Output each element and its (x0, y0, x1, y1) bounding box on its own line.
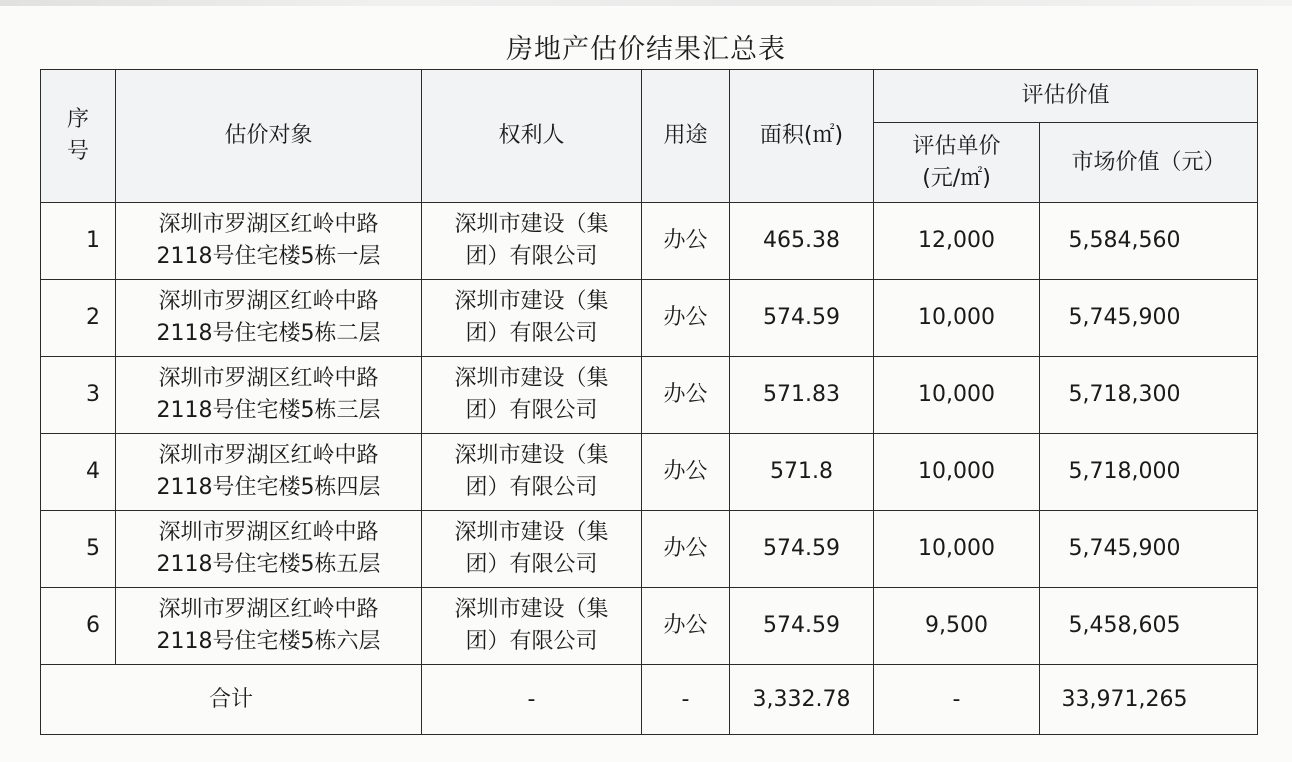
total-row (41, 665, 1258, 735)
cell-usage: 办公 (642, 588, 730, 665)
cell-object: 深圳市罗湖区红岭中路 2118号住宅楼5栋五层 (116, 511, 422, 588)
table-row (41, 203, 1258, 280)
cell-seq: 5 (41, 511, 116, 588)
cell-object: 深圳市罗湖区红岭中路 2118号住宅楼5栋一层 (116, 203, 422, 280)
table-row (41, 511, 1258, 588)
cell-object: 深圳市罗湖区红岭中路 2118号住宅楼5栋六层 (116, 588, 422, 665)
cell-seq: 6 (41, 588, 116, 665)
cell-usage: 办公 (642, 280, 730, 357)
cell-area: 571.8 (730, 434, 874, 511)
cell-owner: 深圳市建设（集 团）有限公司 (422, 511, 642, 588)
total-owner: - (422, 665, 642, 735)
cell-owner: 深圳市建设（集 团）有限公司 (422, 280, 642, 357)
cell-unit-price: 10,000 (874, 434, 1040, 511)
table-row (41, 588, 1258, 665)
valuation-summary-table (40, 69, 1258, 735)
cell-seq: 3 (41, 357, 116, 434)
total-unit-price: - (874, 665, 1040, 735)
table-row (41, 280, 1258, 357)
header-object: 估价对象 (116, 70, 422, 203)
table-title: 房地产估价结果汇总表 (506, 34, 786, 65)
table-body (41, 203, 1258, 665)
cell-usage: 办公 (642, 357, 730, 434)
cell-unit-price: 9,500 (874, 588, 1040, 665)
scan-edge (0, 0, 1292, 6)
cell-object: 深圳市罗湖区红岭中路 2118号住宅楼5栋四层 (116, 434, 422, 511)
header-market-value: 市场价值（元） (1040, 123, 1258, 203)
table-row (41, 434, 1258, 511)
cell-seq: 4 (41, 434, 116, 511)
cell-area: 574.59 (730, 588, 874, 665)
total-area: 3,332.78 (730, 665, 874, 735)
cell-unit-price: 10,000 (874, 357, 1040, 434)
cell-usage: 办公 (642, 434, 730, 511)
header-value-group: 评估价值 (874, 70, 1258, 123)
cell-owner: 深圳市建设（集 团）有限公司 (422, 357, 642, 434)
cell-seq: 1 (41, 203, 116, 280)
cell-owner: 深圳市建设（集 团）有限公司 (422, 203, 642, 280)
table-row (41, 357, 1258, 434)
total-usage: - (642, 665, 730, 735)
header-owner: 权利人 (422, 70, 642, 203)
cell-unit-price: 10,000 (874, 280, 1040, 357)
cell-unit-price: 10,000 (874, 511, 1040, 588)
header-area: 面积(㎡) (730, 70, 874, 203)
cell-area: 574.59 (730, 280, 874, 357)
total-market-value: 33,971,265 (1040, 665, 1258, 735)
total-label: 合计 (41, 665, 422, 735)
cell-market-value: 5,584,560 (1040, 203, 1258, 280)
header-seq: 序 号 (41, 70, 116, 203)
cell-market-value: 5,745,900 (1040, 511, 1258, 588)
cell-owner: 深圳市建设（集 团）有限公司 (422, 434, 642, 511)
header-usage: 用途 (642, 70, 730, 203)
cell-area: 465.38 (730, 203, 874, 280)
cell-area: 574.59 (730, 511, 874, 588)
header-unit-price: 评估单价 (元/㎡) (874, 123, 1040, 203)
cell-object: 深圳市罗湖区红岭中路 2118号住宅楼5栋二层 (116, 280, 422, 357)
cell-seq: 2 (41, 280, 116, 357)
cell-market-value: 5,458,605 (1040, 588, 1258, 665)
cell-market-value: 5,718,300 (1040, 357, 1258, 434)
cell-object: 深圳市罗湖区红岭中路 2118号住宅楼5栋三层 (116, 357, 422, 434)
cell-usage: 办公 (642, 203, 730, 280)
cell-owner: 深圳市建设（集 团）有限公司 (422, 588, 642, 665)
cell-market-value: 5,745,900 (1040, 280, 1258, 357)
cell-area: 571.83 (730, 357, 874, 434)
cell-usage: 办公 (642, 511, 730, 588)
cell-unit-price: 12,000 (874, 203, 1040, 280)
cell-market-value: 5,718,000 (1040, 434, 1258, 511)
